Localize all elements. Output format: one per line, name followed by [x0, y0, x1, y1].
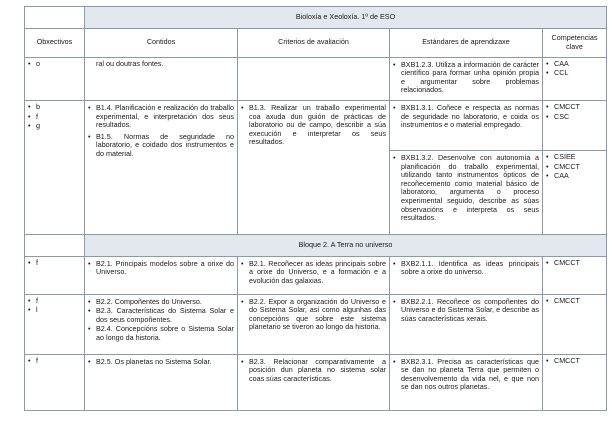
contents-cell — [85, 100, 238, 234]
objectives-cell — [25, 57, 85, 100]
list-item: • BXB2.1.1. Identifica as ideas principais sobre a orixe do universo. — [393, 260, 539, 277]
list-item: • B2.5. Os planetas no Sistema Solar. — [88, 358, 234, 367]
list-item: • B2.1. Principais modelos sobre a orixe do Universo. — [88, 260, 234, 277]
criteria-cell — [238, 256, 390, 294]
list-item: • BXB1.3.1. Coñece e respecta as normas de seguridade no laboratorio, e coida os instrumentos e o material empregado. — [393, 104, 539, 130]
contents-cell — [85, 57, 238, 100]
list-item: • b — [28, 103, 81, 112]
contents-cell — [85, 294, 238, 354]
objectives-cell — [25, 256, 85, 294]
header-contents: Contidos — [85, 28, 238, 57]
list-item: • CMCCT — [546, 357, 603, 366]
table-title: Bioloxía e Xeoloxía. 1º de ESO — [85, 7, 607, 29]
list-item: • o — [28, 60, 81, 69]
list-item: • B1.3. Realizar un traballo experimental coa axuda dun guión de prácticas de laboratorio ou de campo, describir a súa execución e interpretar os seus resultados. — [241, 104, 386, 147]
criteria-cell — [238, 57, 390, 100]
standards-cell — [390, 256, 543, 294]
header-objectives: Obxectivos — [25, 28, 85, 57]
contents-text: ral ou doutras fontes. — [96, 58, 164, 68]
list-item: • CMCCT — [546, 103, 603, 112]
list-item: • B2.1. Recoñecer as ideas principais sobre a orixe do Universo, e a formación e a evolución das galaxias. — [241, 260, 386, 286]
competences-cell — [543, 150, 607, 234]
standards-cell — [390, 354, 543, 410]
list-item: • f — [28, 357, 81, 366]
competences-cell — [543, 354, 607, 410]
competences-cell — [543, 57, 607, 100]
list-item: • CAA — [546, 172, 603, 181]
list-item: • B1.4. Planificación e realización do traballo experimental, e interpretación dos seus resultados. — [88, 104, 234, 130]
curriculum-table — [24, 6, 607, 411]
list-item: • B2.3. Características do Sistema Solar e dos seus compoñentes. — [88, 307, 234, 324]
list-item: • B2.2. Expor a organización do Universo e do Sistema Solar, así como algunhas das concepcións que sobre este sistema planetario se tiveron ao longo da historia. — [241, 298, 386, 332]
standards-cell — [390, 57, 543, 100]
list-item: • CCL — [546, 69, 603, 78]
list-item: • f — [28, 259, 81, 268]
list-item: • CMCCT — [546, 297, 603, 306]
list-item: • CMCCT — [546, 163, 603, 172]
list-item: • CSIEE — [546, 153, 603, 162]
competences-cell — [543, 256, 607, 294]
competences-cell — [543, 294, 607, 354]
list-item: • BXB1.3.2. Desenvolve con autonomía a planificación do traballo experimental, utilizando tanto instrumentos ópticos de recoñecemento como material básico de laboratorio, argumenta o proceso experimental seguido, describe as súas observacións e interpreta os seus resultados. — [393, 154, 539, 223]
list-item: • B2.2. Compoñentes do Universo. — [88, 298, 234, 307]
list-item: • BXB2.2.1. Recoñece os compoñentes do Universo e do Sistema Solar, e describe as súas características xerais. — [393, 298, 539, 324]
objectives-cell — [25, 294, 85, 354]
blank-corner-cell — [25, 234, 85, 256]
list-item: • BXB2.3.1. Precisa as características que se dan no planeta Terra que permiten o desenvolvemento da vida nel, e que non se dan nos outros planetas. — [393, 358, 539, 392]
objectives-cell — [25, 100, 85, 234]
list-item: • B2.4. Concepcións sobre o Sistema Solar ao longo da historia. — [88, 325, 234, 342]
contents-cell — [85, 354, 238, 410]
list-item: • f — [28, 113, 81, 122]
contents-cell — [85, 256, 238, 294]
header-standards: Estándares de aprendizaxe — [390, 28, 543, 57]
list-item: • B2.3. Relacionar comparativamente a posición dun planeta no sistema solar coas súas características. — [241, 358, 386, 384]
header-criteria: Criterios de avaliación — [238, 28, 390, 57]
list-item: • CSC — [546, 113, 603, 122]
list-item: • g — [28, 122, 81, 131]
criteria-cell — [238, 100, 390, 234]
list-item: • BXB1.2.3. Utiliza a información de carácter científico para formar unha opinión propia e argumentar sobre problemas relacionados. — [393, 61, 539, 95]
block2-title: Bloque 2. A Terra no universo — [85, 234, 607, 256]
criteria-cell — [238, 354, 390, 410]
list-item: • CAA — [546, 60, 603, 69]
list-item: • B1.5. Normas de seguridade no laboratorio, e coidado dos instrumentos e do material. — [88, 133, 234, 159]
header-competences: Competencias clave — [543, 28, 607, 57]
list-item: • l — [28, 306, 81, 315]
standards-cell — [390, 100, 543, 150]
standards-cell — [390, 150, 543, 234]
competences-cell — [543, 100, 607, 150]
standards-cell — [390, 294, 543, 354]
criteria-cell — [238, 294, 390, 354]
list-item: • f — [28, 297, 81, 306]
blank-corner-cell — [25, 7, 85, 29]
objectives-cell — [25, 354, 85, 410]
list-item: • CMCCT — [546, 259, 603, 268]
